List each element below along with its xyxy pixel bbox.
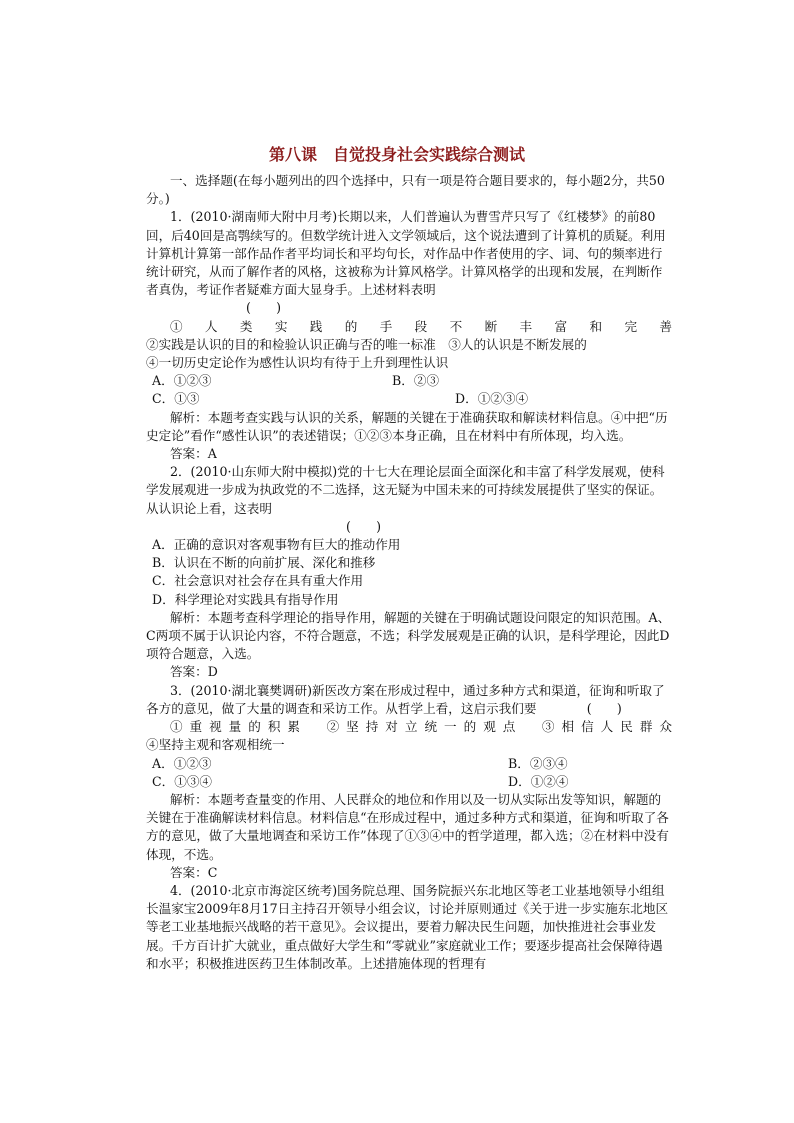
option-b: B．②③ [392, 373, 440, 389]
option-d: D．①②③④ [455, 391, 529, 407]
question-2-option-b: B．认识在不断的向前扩展、深化和推移 [152, 555, 376, 571]
question-3-item-1: ①重视量的积累 ②坚持对立统一的观点 ③相信人民群众 [169, 719, 672, 735]
option-c: C．①③④ [152, 773, 213, 789]
document-body [146, 172, 672, 973]
question-3-answer: 答案：C [169, 864, 218, 880]
question-1-stem: 1．(2010·湖南师大附中月考)长期以来，人们普遍认为曹雪芹只写了《红楼梦》的前80回，后40回是高鹗续写的。但数学统计进入文学领域后，这个说法遭到了计算机的质疑。利用计算机计算第一部作品作者平均词长和平均句长，对作品中作者使用的字、词、句的频率进行统计研究，从而了解作者的风格，这被称为计算风格学。计算风格学的出现和发展，在判断作者真伪，考证作者疑难方面大显身手。上述材料表明 [146, 209, 666, 298]
question-3-options-row-1 [146, 755, 672, 773]
question-3-options-row-2 [146, 773, 672, 791]
question-1-item-3: ④一切历史定论作为感性认识均有待于上升到理性认识 [146, 355, 449, 371]
question-2-bracket: ( ) [346, 518, 382, 534]
question-3-item-2: ④坚持主观和客观相统一 [146, 737, 285, 753]
question-2-stem: 2．(2010·山东师大附中模拟)党的十七大在理论层面全面深化和丰富了科学发展观，使科学发展观进一步成为执政党的不二选择，这无疑为中国未来的可持续发展提供了坚实的保证。从认识论上看，这表明 [146, 464, 665, 516]
question-1-options-row-2 [146, 390, 672, 408]
question-2-analysis: 解析：本题考查科学理论的指导作用，解题的关键在于明确试题设问限定的知识范围。A、C两项不属于认识论内容，不符合题意，不选；科学发展观是正确的认识，是科学理论，因此D项符合题意，入选。 [146, 609, 671, 662]
question-1-answer: 答案：A [169, 446, 217, 462]
question-1-options-row-1 [146, 372, 672, 390]
question-1-analysis: 解析：本题考查实践与认识的关系，解题的关键在于准确获取和解读材料信息。④中把“历史定论”看作“感性认识”的表述错误；①②③本身正确，且在材料中有所体现，均入选。 [146, 409, 668, 443]
question-2-option-d: D．科学理论对实践具有指导作用 [152, 591, 339, 607]
question-2-option-a: A．正确的意识对客观事物有巨大的推动作用 [152, 537, 401, 553]
option-c: C．①③ [152, 391, 200, 407]
option-d: D．①②④ [508, 773, 569, 789]
question-3-stem: 3．(2010·湖北襄樊调研)新医改方案在形成过程中，通过多种方式和渠道，征询和听取了各方的意见，做了大量的调查和采访工作。从哲学上看，这启示我们要 ( ) [146, 682, 665, 716]
option-b: B．②③④ [508, 755, 568, 771]
question-2-answer: 答案：D [169, 664, 218, 680]
question-1-bracket: ( ) [246, 300, 282, 316]
option-a: A．①②③ [152, 755, 212, 771]
question-1-item-1: ①人类实践的手段不断丰富和完善 [169, 318, 672, 334]
question-2-option-c: C．社会意识对社会存在具有重大作用 [152, 573, 364, 589]
page-title: 第八课 自觉投身社会实践综合测试 [268, 145, 525, 164]
option-a: A．①②③ [152, 373, 212, 389]
question-3-analysis: 解析：本题考查量变的作用、人民群众的地位和作用以及一切从实际出发等知识，解题的关键在于准确解读材料信息。材料信息“在形成过程中，通过多种方式和渠道，征询和听取了各方的意见，做了大量地调查和采访工作”体现了①③④中的哲学道理，都入选；②在材料中没有体现，不选。 [146, 791, 669, 862]
question-4-stem: 4．(2010·北京市海淀区统考)国务院总理、国务院振兴东北地区等老工业基地领导小组组长温家宝2009年8月17日主持召开领导小组会议，讨论并原则通过《关于进一步实施东北地区等老工业基地振兴战略的若干意见》。会议提出，要着力解决民生问题，加快推进社会事业发展。千方百计扩大就业，重点做好大学生和“零就业”家庭就业工作；要逐步提高社会保障待遇和水平；积极推进医药卫生体制改革。上述措施体现的哲理有 [146, 882, 669, 971]
question-1-item-2: ②实践是认识的目的和检验认识正确与否的唯一标准 ③人的认识是不断发展的 [146, 336, 587, 352]
section-intro: 一、选择题(在每小题列出的四个选择中，只有一项是符合题目要求的，每小题2分，共50分。) [146, 173, 665, 207]
